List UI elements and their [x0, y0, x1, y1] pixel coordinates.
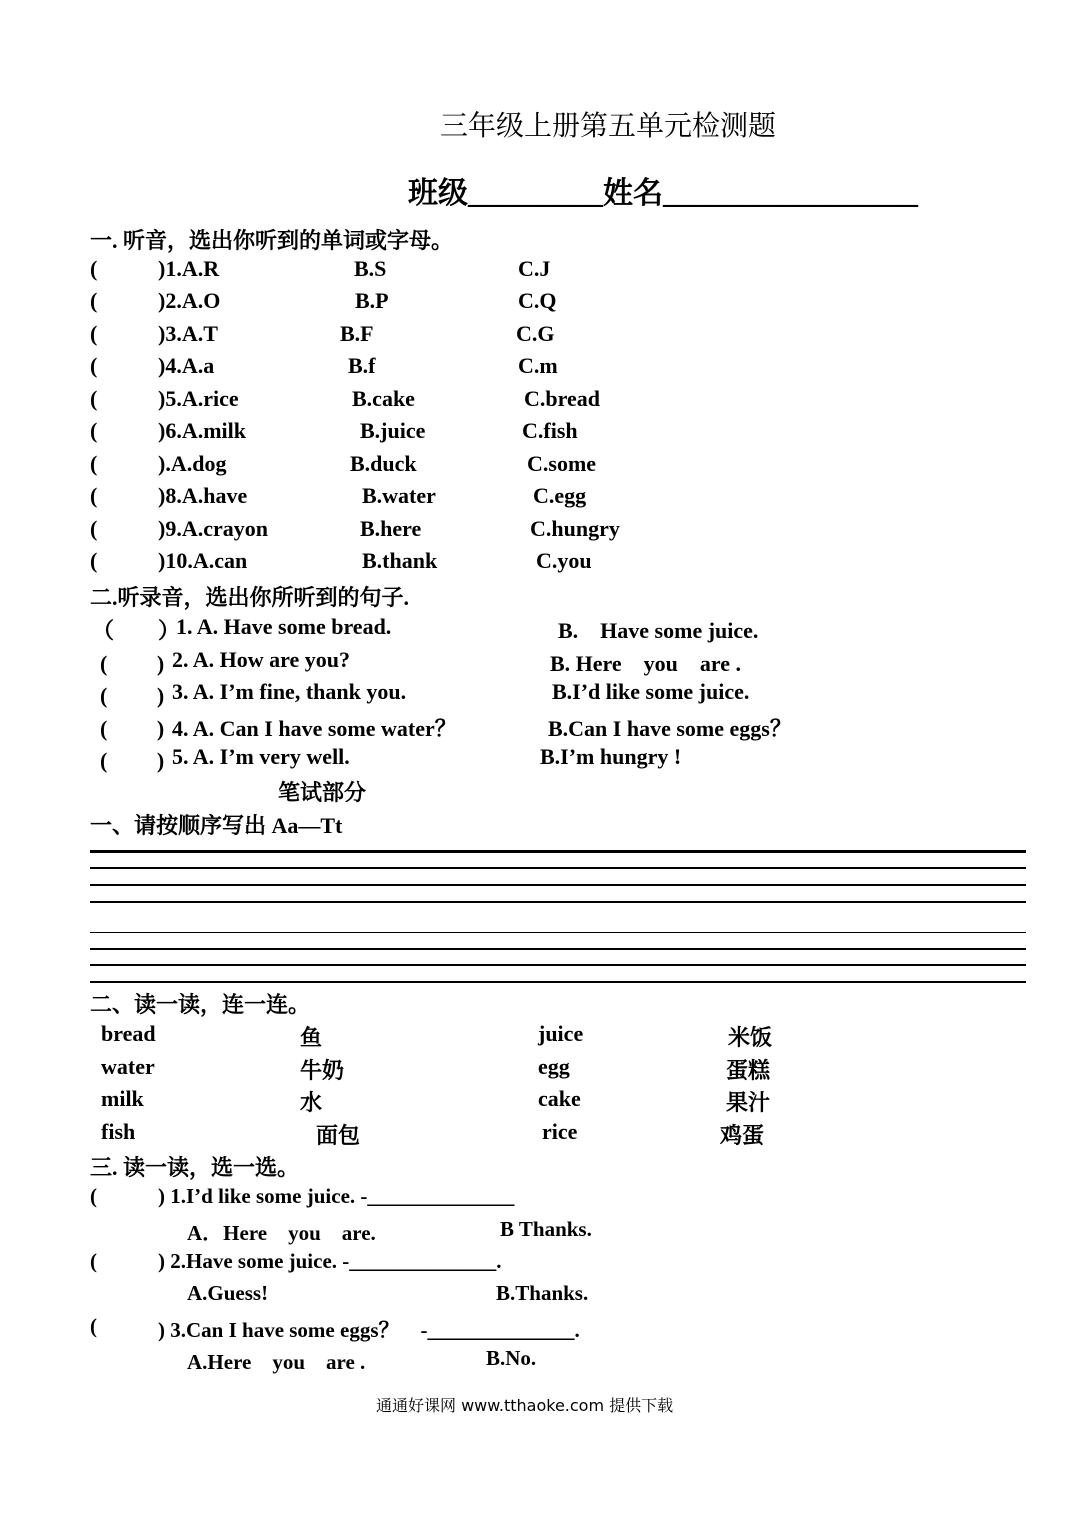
item-option-a: )5.A.rice — [158, 386, 239, 411]
answer-paren[interactable]: ( — [90, 288, 98, 313]
item-option-a: )4.A.a — [158, 353, 215, 378]
class-name-line — [408, 168, 918, 212]
match-english-word[interactable]: fish — [101, 1119, 136, 1144]
answer-paren[interactable]: ( — [90, 386, 98, 411]
match-chinese-word[interactable]: 果汁 — [726, 1090, 771, 1115]
item-option-b: B.cake — [352, 386, 415, 411]
page-title: 三年级上册第五单元检测题 — [440, 111, 777, 142]
writing-line — [90, 964, 1026, 966]
writing-line — [90, 901, 1026, 903]
item-option-a: ).A.dog — [158, 451, 227, 476]
match-english-word[interactable]: juice — [538, 1021, 584, 1046]
option-b: B.No. — [486, 1346, 537, 1370]
item-option-c: C.J — [518, 256, 551, 281]
item-option-c: C.m — [518, 353, 558, 378]
answer-paren[interactable]: ( ) — [100, 651, 165, 676]
match-chinese-word[interactable]: 蛋糕 — [726, 1058, 771, 1083]
item-option-a: )10.A.can — [158, 548, 248, 573]
option-a: A.Guess! — [187, 1281, 269, 1305]
item-option-a: )8.A.have — [158, 483, 248, 508]
answer-paren[interactable]: ( — [90, 1184, 97, 1208]
sentence-option-b: B.Can I have some eggs？ — [548, 716, 792, 741]
item-option-b: B.duck — [350, 451, 417, 476]
item-option-c: C.G — [516, 321, 555, 346]
match-chinese-word[interactable]: 鱼 — [300, 1025, 323, 1050]
sentence-option-b: B. Have some juice. — [558, 618, 759, 643]
answer-paren[interactable]: ( — [90, 353, 98, 378]
written-part-heading: 笔试部分 — [278, 780, 367, 805]
match-english-word[interactable]: milk — [101, 1086, 144, 1111]
section-match-heading: 二、读一读，连一连。 — [90, 992, 311, 1017]
name-blank[interactable]: _________________ — [663, 177, 918, 210]
match-chinese-word[interactable]: 牛奶 — [300, 1058, 345, 1083]
answer-paren[interactable]: ( — [90, 418, 98, 443]
option-a: A．Here you are. — [187, 1221, 376, 1245]
writing-line — [90, 981, 1026, 983]
section-write-letters-heading: 一、请按顺序写出 Aa—Tt — [90, 813, 343, 838]
match-chinese-word[interactable]: 面包 — [316, 1123, 361, 1148]
writing-line — [90, 850, 1026, 853]
sentence-option-a: 1. A. Have some bread. — [176, 614, 392, 639]
sentence-option-a: 4. A. Can I have some water？ — [172, 716, 457, 741]
item-option-b: B.here — [360, 516, 422, 541]
item-option-a: )1.A.R — [158, 256, 220, 281]
section-choose-heading: 三. 读一读，选一选。 — [90, 1155, 300, 1180]
match-chinese-word[interactable]: 水 — [300, 1090, 323, 1115]
answer-paren[interactable]: ( — [90, 483, 98, 508]
match-english-word[interactable]: water — [101, 1054, 155, 1079]
option-b: B.Thanks. — [496, 1281, 589, 1305]
item-option-a: )2.A.O — [158, 288, 221, 313]
question-text: ) 1.I’d like some juice. -______________ — [158, 1184, 515, 1208]
item-option-c: C.you — [536, 548, 592, 573]
sentence-option-b: B.I’m hungry ! — [540, 744, 682, 769]
option-a: A.Here you are . — [187, 1350, 366, 1374]
match-english-word[interactable]: egg — [538, 1054, 570, 1079]
answer-paren[interactable]: ( ) — [100, 748, 165, 773]
sentence-option-a: 3. A. I’m fine, thank you. — [172, 679, 407, 704]
option-b: B Thanks. — [500, 1217, 592, 1241]
item-option-c: C.Q — [518, 288, 557, 313]
match-english-word[interactable]: rice — [542, 1119, 578, 1144]
item-option-c: C.egg — [533, 483, 587, 508]
sentence-option-b: B. Here you are . — [550, 651, 742, 676]
answer-paren[interactable]: ( — [90, 451, 98, 476]
item-option-c: C.some — [527, 451, 597, 476]
writing-line — [90, 948, 1026, 950]
section-listen-sentences-heading: 二.听录音，选出你所听到的句子. — [90, 585, 410, 610]
item-option-b: B.thank — [362, 548, 438, 573]
answer-paren[interactable]: ( ) — [100, 683, 165, 708]
item-option-b: B.water — [362, 483, 436, 508]
answer-paren[interactable]: ( — [90, 256, 98, 281]
sentence-option-a: 5. A. I’m very well. — [172, 744, 350, 769]
answer-paren[interactable]: （ ） — [92, 618, 181, 643]
writing-line — [90, 932, 1026, 933]
question-text: ) 3.Can I have some eggs？ -______________. — [158, 1318, 580, 1342]
match-english-word[interactable]: cake — [538, 1086, 581, 1111]
answer-paren[interactable]: ( — [90, 1314, 97, 1338]
answer-paren[interactable]: ( — [90, 548, 98, 573]
writing-line — [90, 867, 1026, 869]
class-label: 班级 — [408, 177, 468, 210]
class-blank[interactable]: _________ — [468, 177, 603, 210]
item-option-c: C.fish — [522, 418, 578, 443]
match-chinese-word[interactable]: 米饭 — [728, 1025, 773, 1050]
item-option-b: B.juice — [360, 418, 426, 443]
match-english-word[interactable]: bread — [101, 1021, 156, 1046]
sentence-option-b: B.I’d like some juice. — [552, 679, 750, 704]
sentence-option-a: 2. A. How are you? — [172, 647, 351, 672]
item-option-c: C.bread — [524, 386, 600, 411]
answer-paren[interactable]: ( — [90, 1249, 97, 1273]
item-option-a: )9.A.crayon — [158, 516, 268, 541]
item-option-c: C.hungry — [530, 516, 620, 541]
item-option-b: B.S — [354, 256, 387, 281]
question-text: ) 2.Have some juice. -______________. — [158, 1249, 502, 1273]
item-option-a: )6.A.milk — [158, 418, 246, 443]
match-chinese-word[interactable]: 鸡蛋 — [720, 1123, 765, 1148]
item-option-b: B.f — [348, 353, 376, 378]
name-label: 姓名 — [603, 177, 663, 210]
item-option-b: B.F — [340, 321, 374, 346]
answer-paren[interactable]: ( — [90, 516, 98, 541]
writing-line — [90, 884, 1026, 886]
item-option-a: )3.A.T — [158, 321, 218, 346]
answer-paren[interactable]: ( — [90, 321, 98, 346]
item-option-b: B.P — [355, 288, 389, 313]
answer-paren[interactable]: ( ) — [100, 716, 165, 741]
section-listen-words-heading: 一. 听音，选出你听到的单词或字母。 — [90, 228, 454, 253]
footer-source: 通通好课网 www.tthaoke.com 提供下载 — [376, 1396, 674, 1415]
